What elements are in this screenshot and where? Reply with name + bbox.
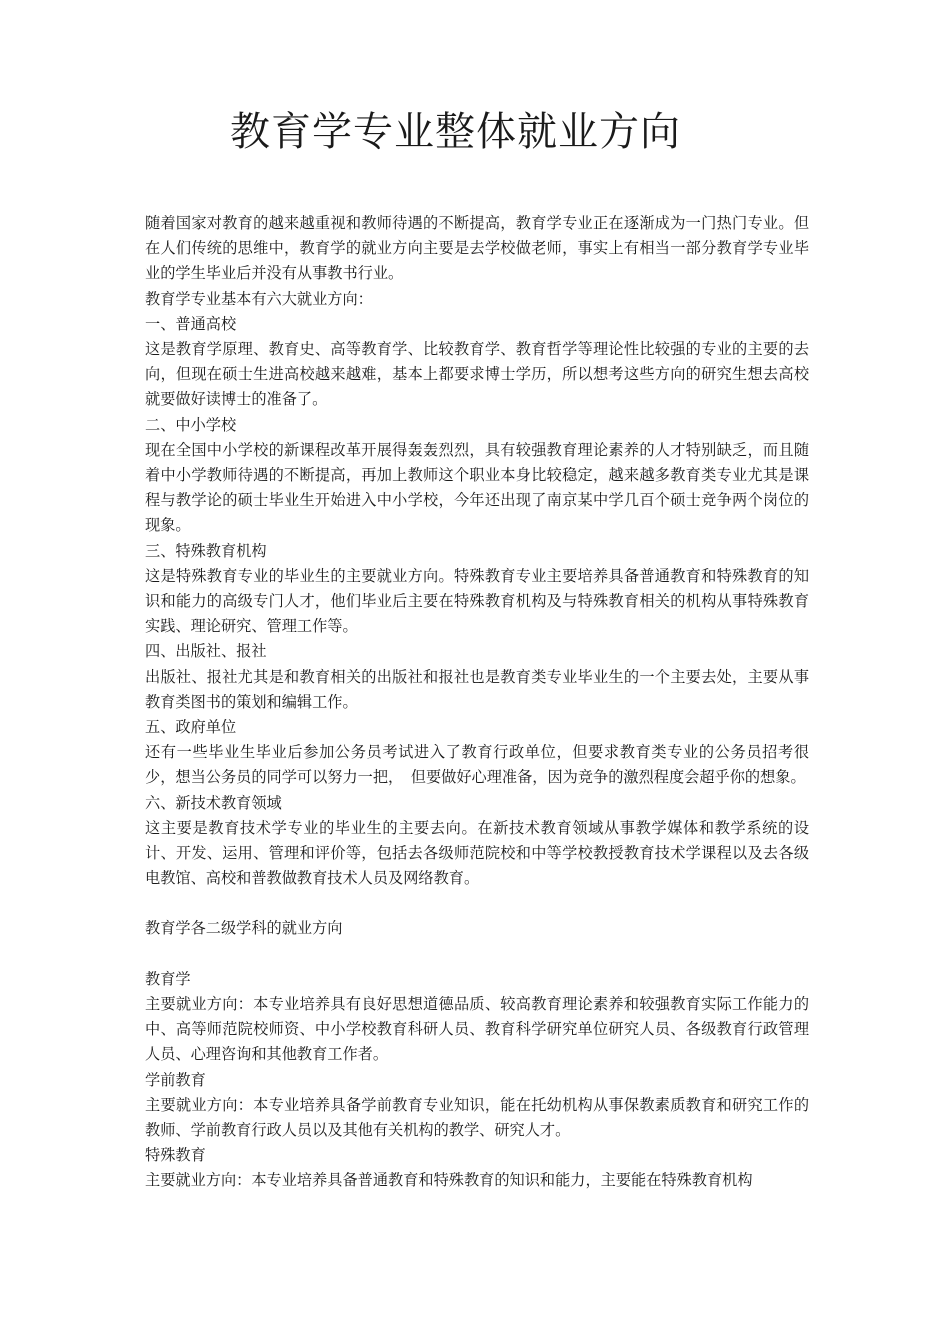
subject-text: 主要就业方向：本专业培养具有良好思想道德品质、较高教育理论素养和较强教育实际工作能力的中、高等师范院校师资、中小学校教育科研人员、教育科学研究单位研究人员、各级教育行政管理人员、心理咨询和其他教育工作者。 xyxy=(145,994,809,1064)
subject-name: 教育学 xyxy=(145,969,191,988)
direction-heading: 六、新技术教育领域 xyxy=(145,793,282,812)
subjects-heading: 教育学各二级学科的就业方向 xyxy=(145,919,343,938)
direction-text: 这是特殊教育专业的毕业生的主要就业方向。特殊教育专业主要培养具备普通教育和特殊教育的知识和能力的高级专门人才，他们毕业后主要在特殊教育机构及与特殊教育相关的机构从事特殊教育实践、理论研究、管理工作等。 xyxy=(145,566,809,636)
intro-paragraph: 随着国家对教育的越来越重视和教师待遇的不断提高，教育学专业正在逐渐成为一门热门专业。但在人们传统的思维中，教育学的就业方向主要是去学校做老师，事实上有相当一部分教育学专业毕业的学生毕业后并没有从事教书行业。 xyxy=(145,214,809,283)
direction-text: 出版社、报社尤其是和教育相关的出版社和报社也是教育类专业毕业生的一个主要去处，主要从事教育类图书的策划和编辑工作。 xyxy=(145,667,809,711)
direction-heading: 四、出版社、报社 xyxy=(145,642,267,661)
spacer xyxy=(145,891,809,916)
direction-heading: 五、政府单位 xyxy=(145,718,237,737)
direction-heading: 一、普通高校 xyxy=(145,314,237,333)
direction-text: 还有一些毕业生毕业后参加公务员考试进入了教育行政单位，但要求教育类专业的公务员招考很少，想当公务员的同学可以努力一把， 但要做好心理准备，因为竞争的激烈程度会超乎你的想象。 xyxy=(145,743,809,787)
six-directions-intro: 教育学专业基本有六大就业方向： xyxy=(145,289,373,308)
document-title: 教育学专业整体就业方向 xyxy=(230,109,681,155)
document-body xyxy=(145,211,809,1194)
subject-text: 主要就业方向：本专业培养具备学前教育专业知识，能在托幼机构从事保教素质教育和研究工作的教师、学前教育行政人员以及其他有关机构的教学、研究人才。 xyxy=(145,1095,809,1139)
direction-heading: 二、中小学校 xyxy=(145,415,237,434)
direction-text: 现在全国中小学校的新课程改革开展得轰轰烈烈，具有较强教育理论素养的人才特别缺乏，而且随着中小学教师待遇的不断提高，再加上教师这个职业本身比较稳定，越来越多教育类专业尤其是课程与教学论的硕士毕业生开始进入中小学校，今年还出现了南京某中学几百个硕士竞争两个岗位的现象。 xyxy=(145,440,809,535)
direction-text: 这主要是教育技术学专业的毕业生的主要去向。在新技术教育领域从事教学媒体和教学系统的设计、开发、运用、管理和评价等，包括去各级师范院校和中等学校教授教育技术学课程以及去各级电教馆、高校和普教做教育技术人员及网络教育。 xyxy=(145,818,809,888)
subject-name: 特殊教育 xyxy=(145,1146,206,1165)
direction-heading: 三、特殊教育机构 xyxy=(145,541,267,560)
spacer xyxy=(145,942,809,967)
subject-text: 主要就业方向：本专业培养具备普通教育和特殊教育的知识和能力，主要能在特殊教育机构 xyxy=(145,1171,753,1190)
subject-name: 学前教育 xyxy=(145,1070,206,1089)
direction-text: 这是教育学原理、教育史、高等教育学、比较教育学、教育哲学等理论性比较强的专业的主要的去向，但现在硕士生进高校越来越难，基本上都要求博士学历，所以想考这些方向的研究生想去高校就要做好读博士的准备了。 xyxy=(145,340,809,409)
